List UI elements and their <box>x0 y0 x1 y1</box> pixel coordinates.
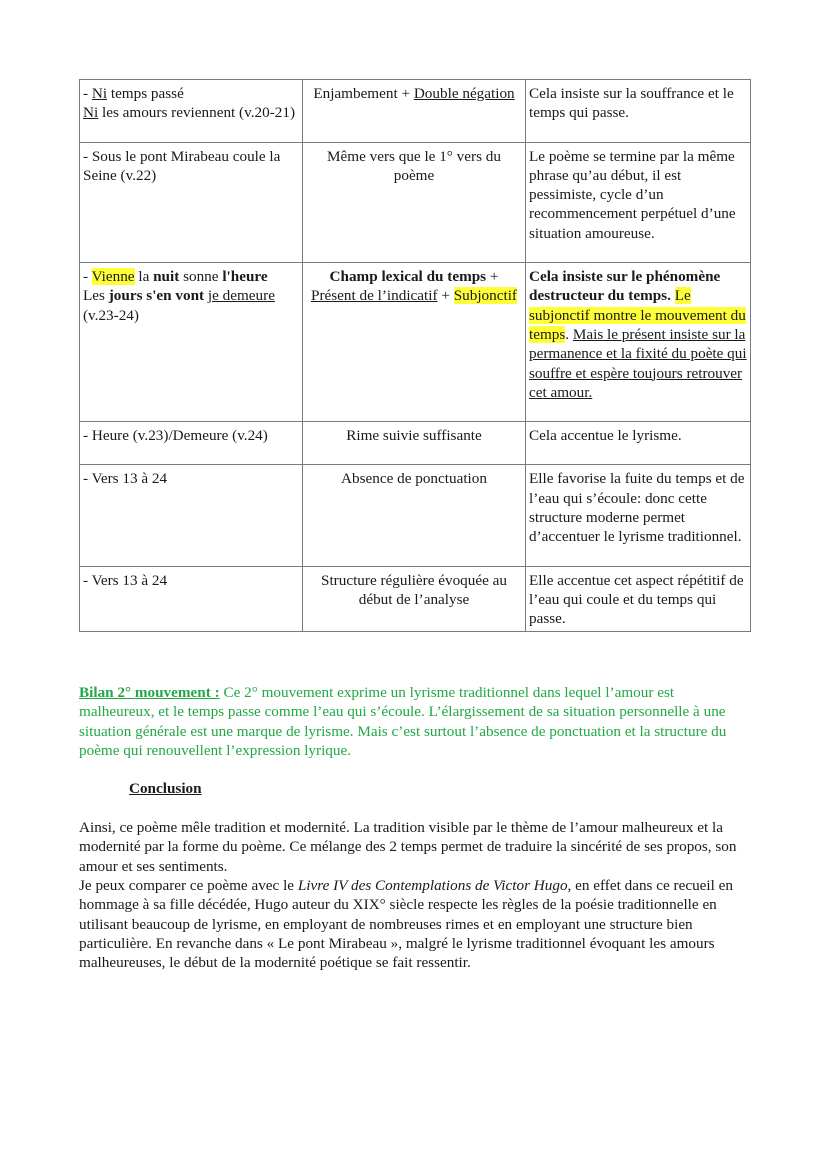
interpretation-cell <box>526 263 751 422</box>
cell-text: l'heure <box>222 268 268 286</box>
interpretation-cell <box>526 142 751 262</box>
p2-text-after: , en effet dans ce recueil en hommage à sa fille décédée, Hugo auteur du XIX° siècle respecte les règles de la poésie traditionnelle en utilisant beaucoup de lyrisme, en employant de nombreuses rimes et en employant une structure bien particulière. En revanche dans « Le pont Mirabeau », malgré le lyrisme traditionnel évoquant les amours malheureuses, le début de la modernité poétique se fait ressentir. <box>79 877 733 972</box>
device-cell <box>303 566 526 631</box>
table-row <box>80 142 751 262</box>
cell-text: Champ lexical du temps <box>329 268 487 286</box>
conclusion-paragraph-1: Ainsi, ce poème mêle tradition et modernité. La tradition visible par le thème de l’amour malheureux et la modernité par la forme du poème. Ce mélange des 2 temps permet de traduire la sincérité de ses propos, son amour et ses sentiments. <box>79 819 737 875</box>
device-cell <box>303 80 526 143</box>
cell-text: - <box>83 85 92 102</box>
device-cell <box>303 422 526 465</box>
cell-text: Même vers que le 1° vers du poème <box>327 147 501 184</box>
interpretation-cell <box>526 422 751 465</box>
cell-text: - Vers 13 à 24 <box>83 571 168 589</box>
table-row <box>80 263 751 422</box>
cell-text: temps passé <box>107 85 184 102</box>
verse-cell <box>80 263 303 422</box>
highlighted-text: Vienne <box>91 268 135 286</box>
table-row <box>80 80 751 143</box>
cell-text: Présent de l’indicatif <box>311 287 438 305</box>
highlighted-text: Subjonctif <box>453 287 517 305</box>
analysis-table <box>79 79 751 632</box>
cell-text: Structure régulière évoquée au début de l’analyse <box>321 571 507 608</box>
cell-text: Ni <box>83 104 99 122</box>
cell-text: Absence de ponctuation <box>341 470 487 488</box>
cell-text: Cela accentue le lyrisme. <box>529 427 682 445</box>
table-row <box>80 465 751 566</box>
cell-text: Elle accentue cet aspect répétitif de l’eau qui coule et du temps qui passe. <box>529 571 744 628</box>
device-cell <box>303 142 526 262</box>
cell-text: Ni <box>91 85 108 102</box>
cell-text: Cela insiste sur la souffrance et le temps qui passe. <box>529 85 734 122</box>
cell-text: Mais le présent insiste sur la permanence et la fixité du poète qui souffre et espère toujours retrouver cet amour. <box>529 325 747 401</box>
table-row <box>80 422 751 465</box>
table-row <box>80 566 751 631</box>
highlighted-text: Le subjonctif montre le mouvement du temps <box>529 287 746 343</box>
cell-text: je demeure <box>207 287 275 305</box>
cell-text: Cela insiste sur le phénomène destructeur du temps. <box>529 268 721 305</box>
cell-text: - Sous le pont Mirabeau coule la Seine (v.22) <box>83 147 281 184</box>
cell-text: Enjambement + <box>313 85 414 102</box>
cell-text: - Vers 13 à 24 <box>83 470 168 488</box>
interpretation-cell <box>526 465 751 566</box>
cell-text: Le poème se termine par la même phrase qu’au début, il est pessimiste, cycle d’un recommencement perpétuel d’une situation amoureuse. <box>529 147 736 242</box>
cell-text: (v.23-24) <box>83 306 139 324</box>
interpretation-cell <box>526 80 751 143</box>
cell-text: + <box>437 287 454 305</box>
verse-cell <box>80 422 303 465</box>
cell-text: les amours reviennent (v.20-21) <box>98 104 296 122</box>
verse-cell <box>80 465 303 566</box>
p2-book-title: Livre IV des Contemplations de Victor Hugo <box>297 877 568 894</box>
cell-text: + <box>486 268 499 286</box>
cell-text: nuit <box>153 268 180 286</box>
device-cell <box>303 465 526 566</box>
cell-text: Elle favorise la fuite du temps et de l’eau qui s’écoule: donc cette structure moderne permet d’accentuer le lyrisme traditionnel. <box>529 470 745 546</box>
verse-cell <box>80 566 303 631</box>
cell-text: - Heure (v.23)/Demeure (v.24) <box>83 427 268 445</box>
cell-text: . <box>565 325 573 343</box>
bilan-text: Ce 2° mouvement exprime un lyrisme traditionnel dans lequel l’amour est malheureux, et le temps passe comme l’eau qui s’écoule. L’élargissement de sa situation personnelle à une situation générale est une marque de lyrisme. Mais c’est surtout l’absence de ponctuation et la structure du poème qui renouvellent l’expression lyrique. <box>79 684 727 759</box>
conclusion-paragraph-2 <box>79 876 751 972</box>
bilan-label: Bilan 2° mouvement : <box>79 684 220 701</box>
cell-text: la <box>134 268 154 286</box>
conclusion-heading: Conclusion <box>129 780 202 797</box>
verse-cell <box>80 80 303 143</box>
device-cell <box>303 263 526 422</box>
cell-text: sonne <box>179 268 223 286</box>
bilan-paragraph <box>79 683 751 760</box>
cell-text: - <box>83 268 92 286</box>
verse-cell <box>80 142 303 262</box>
cell-text: Double négation <box>413 85 515 102</box>
p2-text-before: Je peux comparer ce poème avec le <box>79 877 298 894</box>
cell-text: jours s'en vont <box>108 287 205 305</box>
interpretation-cell <box>526 566 751 631</box>
cell-text: Rime suivie suffisante <box>346 427 482 445</box>
cell-text: Les <box>83 287 109 305</box>
